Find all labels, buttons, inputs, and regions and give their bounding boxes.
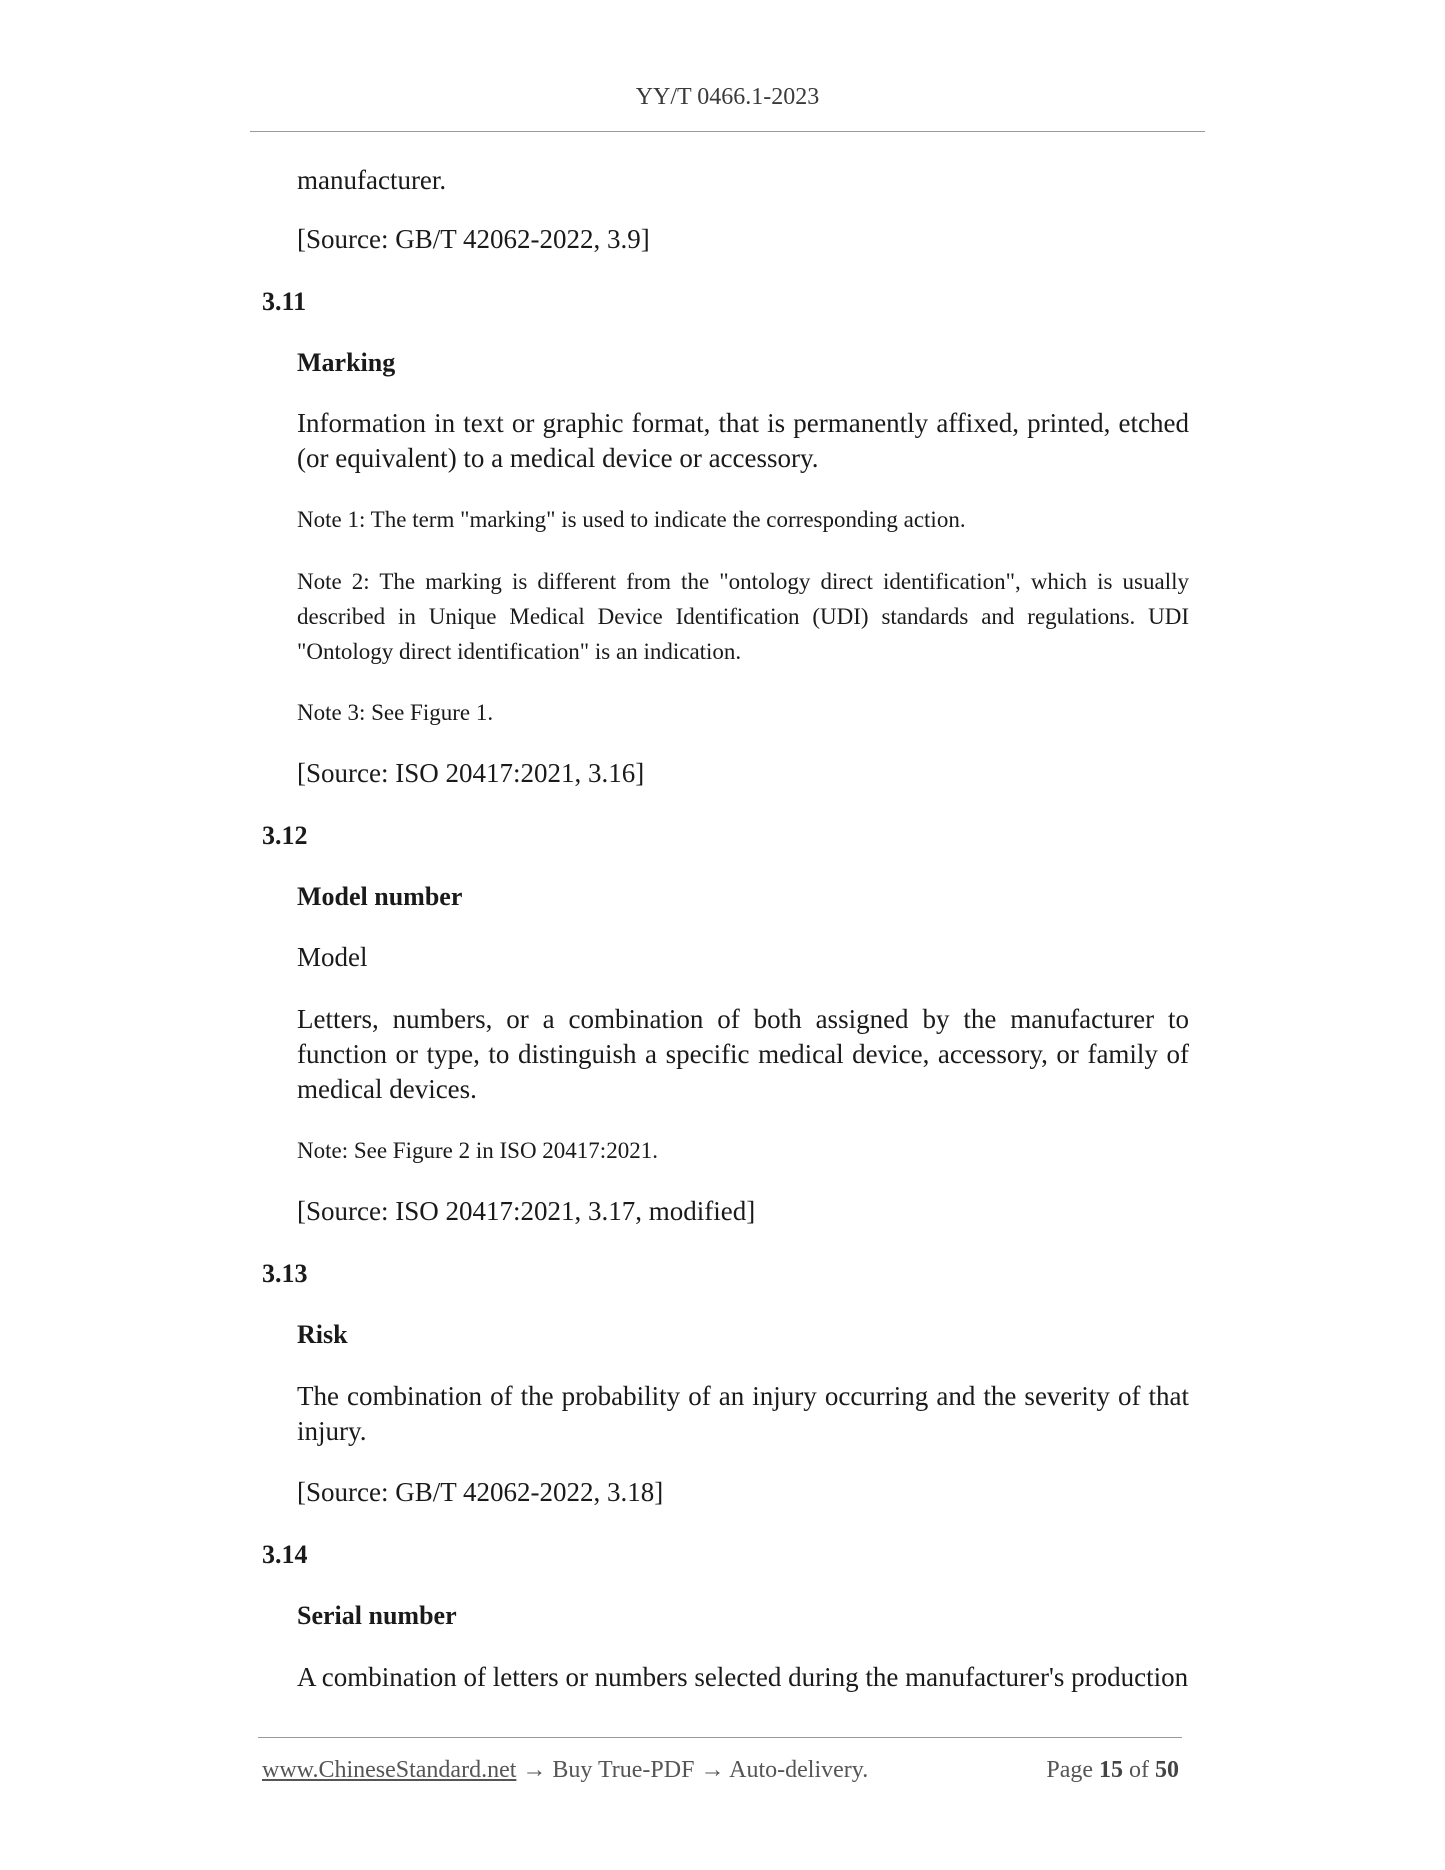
definition-model-number: Letters, numbers, or a combination of both assigned by the manufacturer to function or type, to distinguish a specific medical device, accessory, or family of medical devices. [297, 1004, 1189, 1104]
term-risk: Risk [297, 1320, 348, 1349]
total-pages: 50 [1155, 1757, 1179, 1783]
clause-number-3-13: 3.13 [262, 1259, 308, 1288]
note-1: Note 1: The term "marking" is used to indicate the corresponding action. [297, 507, 966, 532]
definition-marking: Information in text or graphic format, that is permanently affixed, printed, etched (or equivalent) to a medical device or accessory. [297, 408, 1189, 473]
note-3: Note 3: See Figure 1. [297, 700, 494, 725]
term-serial-number: Serial number [297, 1601, 457, 1630]
source-reference: [Source: GB/T 42062-2022, 3.9] [297, 224, 650, 254]
buy-pdf-text: Buy True-PDF [552, 1757, 695, 1783]
arrow-right-icon: → [522, 1757, 547, 1783]
current-page: 15 [1099, 1757, 1123, 1783]
footer-divider [258, 1737, 1182, 1738]
page-label: Page [1046, 1757, 1093, 1783]
note: Note: See Figure 2 in ISO 20417:2021. [297, 1138, 658, 1163]
term-model-number: Model number [297, 882, 463, 911]
source-reference: [Source: GB/T 42062-2022, 3.18] [297, 1477, 664, 1507]
term-marking: Marking [297, 348, 396, 377]
footer-left [262, 1754, 868, 1786]
definition-serial-number: A combination of letters or numbers selected during the manufacturer's production [297, 1662, 1189, 1692]
clause-number-3-14: 3.14 [262, 1540, 308, 1569]
running-header: YY/T 0466.1-2023 [635, 84, 820, 110]
clause-number-3-12: 3.12 [262, 821, 308, 850]
definition-risk: The combination of the probability of an injury occurring and the severity of that injury. [297, 1381, 1189, 1446]
delivery-text: Auto-delivery. [729, 1757, 869, 1783]
page-indicator [1046, 1754, 1179, 1786]
website-link[interactable]: www.ChineseStandard.net [262, 1757, 517, 1783]
note-2: Note 2: The marking is different from the "ontology direct identification", which is usually described in Unique Medical Device Identification (UDI) standards and regulations. UDI "Ontology direct identification" is an indication. [297, 569, 1189, 664]
clause-number-3-11: 3.11 [262, 287, 307, 316]
of-label: of [1129, 1757, 1149, 1783]
source-reference: [Source: ISO 20417:2021, 3.17, modified] [297, 1196, 756, 1226]
arrow-right-icon: → [700, 1757, 725, 1783]
header-divider [250, 131, 1205, 132]
synonym-model: Model [297, 942, 368, 972]
source-reference: [Source: ISO 20417:2021, 3.16] [297, 758, 645, 788]
continued-text: manufacturer. [297, 165, 447, 195]
